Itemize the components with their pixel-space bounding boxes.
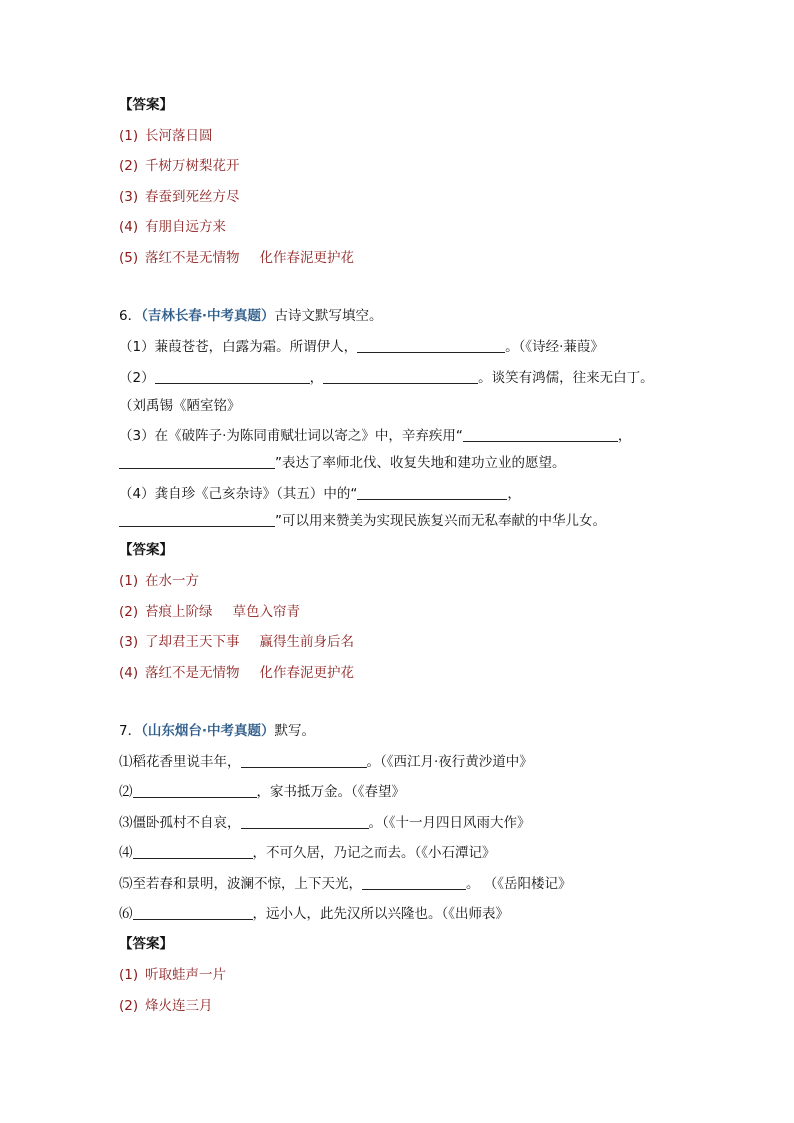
line-text: ⑹ [119,906,133,922]
line-text: ，远小人，此先汉所以兴隆也。（《出师表》 [252,906,509,922]
question-number: 6． [119,308,142,324]
question-text: 古诗文默写填空。 [274,308,383,324]
answer-num: (2) [119,158,139,174]
question-line [119,874,572,894]
answer-item [119,965,226,985]
question-line [119,484,521,504]
answer-text: 烽火连三月 [145,998,213,1014]
line-text: ”表达了率师北伐、收复失地和建功立业的愿望。 [275,455,566,471]
fill-blank [133,905,253,920]
line-text: ⑶僵卧孤村不自哀， [119,815,241,831]
answer-label: 【答案】 [119,97,173,113]
question-source: （吉林长春·中考真题） [141,308,275,324]
question-line [119,813,531,833]
answer-num: (3) [119,189,139,205]
question-line [119,782,405,802]
answer-item [119,663,354,683]
fill-blank [357,338,505,353]
answer-item [119,571,199,591]
fill-blank [463,427,618,442]
answer-item [119,632,354,652]
line-text: 。（《诗经·蒹葭》 [505,339,604,355]
question-line [119,904,509,924]
question-line [119,426,631,446]
line-text: 。谈笑有鸿儒，往来无白丁。 [478,370,654,386]
question-line: （刘禹锡《陋室铭》 [119,398,241,414]
fill-blank [119,512,275,527]
answer-num: (2) [119,998,139,1014]
answer-item [119,126,213,146]
question-7-title [119,721,315,741]
line-text: ， [617,428,632,444]
line-text: 。 （《岳阳楼记》 [466,876,572,892]
line-text: ”可以用来赞美为实现民族复兴而无私奉献的中华儿女。 [275,513,606,529]
answer-num: (2) [119,604,139,620]
answer-item [119,602,300,622]
answer-text: 在水一方 [145,573,199,589]
answer-text: 草色入帘青 [232,604,300,620]
answer-num: (5) [119,250,139,266]
answer-label: 【答案】 [119,542,173,558]
answer-text: 苔痕上阶绿 [145,604,213,620]
question-text: 默写。 [274,723,315,739]
answer-text: 化作春泥更护花 [259,665,354,681]
question-source: （山东烟台·中考真题） [141,723,275,739]
answer-item [119,248,354,268]
line-text: ，家书抵万金。（《春望》 [256,784,405,800]
fill-blank [133,844,253,859]
question-line [119,843,496,863]
answer-num: (1) [119,128,139,144]
answer-num: (4) [119,665,139,681]
question-line [119,511,606,531]
line-text: ⑴稻花香里说丰年， [119,754,241,770]
fill-blank [241,753,367,768]
answer-num: (1) [119,967,139,983]
question-6-title [119,306,382,326]
question-number: 7． [119,723,142,739]
answer-text: 长河落日圆 [145,128,213,144]
answer-num: (3) [119,634,139,650]
line-text: （4）龚自珍《己亥杂诗》（其五）中的“ [119,486,358,502]
answer-item [119,156,240,176]
answer-item [119,996,213,1016]
line-text: （3）在《破阵子·为陈同甫赋壮词以寄之》中，辛弃疾用“ [119,428,463,444]
line-text: ⑸至若春和景明，波澜不惊，上下天光， [119,876,362,892]
answer-text: 落红不是无情物 [145,250,240,266]
fill-blank [362,875,466,890]
answer-num: (1) [119,573,139,589]
fill-blank [155,369,310,384]
line-text: ，不可久居，乃记之而去。（《小石潭记》 [252,845,496,861]
answer-text: 千树万树梨花开 [145,158,240,174]
answer-text: 春蚕到死丝方尽 [145,189,240,205]
question-line [119,337,604,357]
line-text: ， [309,370,324,386]
question-line [119,368,654,388]
line-text: ⑷ [119,845,133,861]
line-text: ， [507,486,521,502]
answer-text: 听取蛙声一片 [145,967,226,983]
answer-text: 了却君王天下事 [145,634,240,650]
fill-blank [323,369,478,384]
line-text: （1）蒹葭苍苍，白露为霜。所谓伊人， [119,339,358,355]
answer-num: (4) [119,219,139,235]
question-line [119,453,566,473]
line-text: ⑵ [119,784,133,800]
fill-blank [133,783,257,798]
line-text: 。（《十一月四日风雨大作》 [368,815,531,831]
fill-blank [119,454,275,469]
fill-blank [241,814,369,829]
answer-text: 赢得生前身后名 [259,634,354,650]
line-text: （2） [119,370,155,386]
answer-item [119,187,240,207]
answer-text: 化作春泥更护花 [259,250,354,266]
answer-text: 落红不是无情物 [145,665,240,681]
question-line [119,752,533,772]
answer-item [119,217,226,237]
line-text: 。（《西江月·夜行黄沙道中》 [366,754,533,770]
answer-label: 【答案】 [119,936,173,952]
answer-text: 有朋自远方来 [145,219,226,235]
fill-blank [357,485,507,500]
